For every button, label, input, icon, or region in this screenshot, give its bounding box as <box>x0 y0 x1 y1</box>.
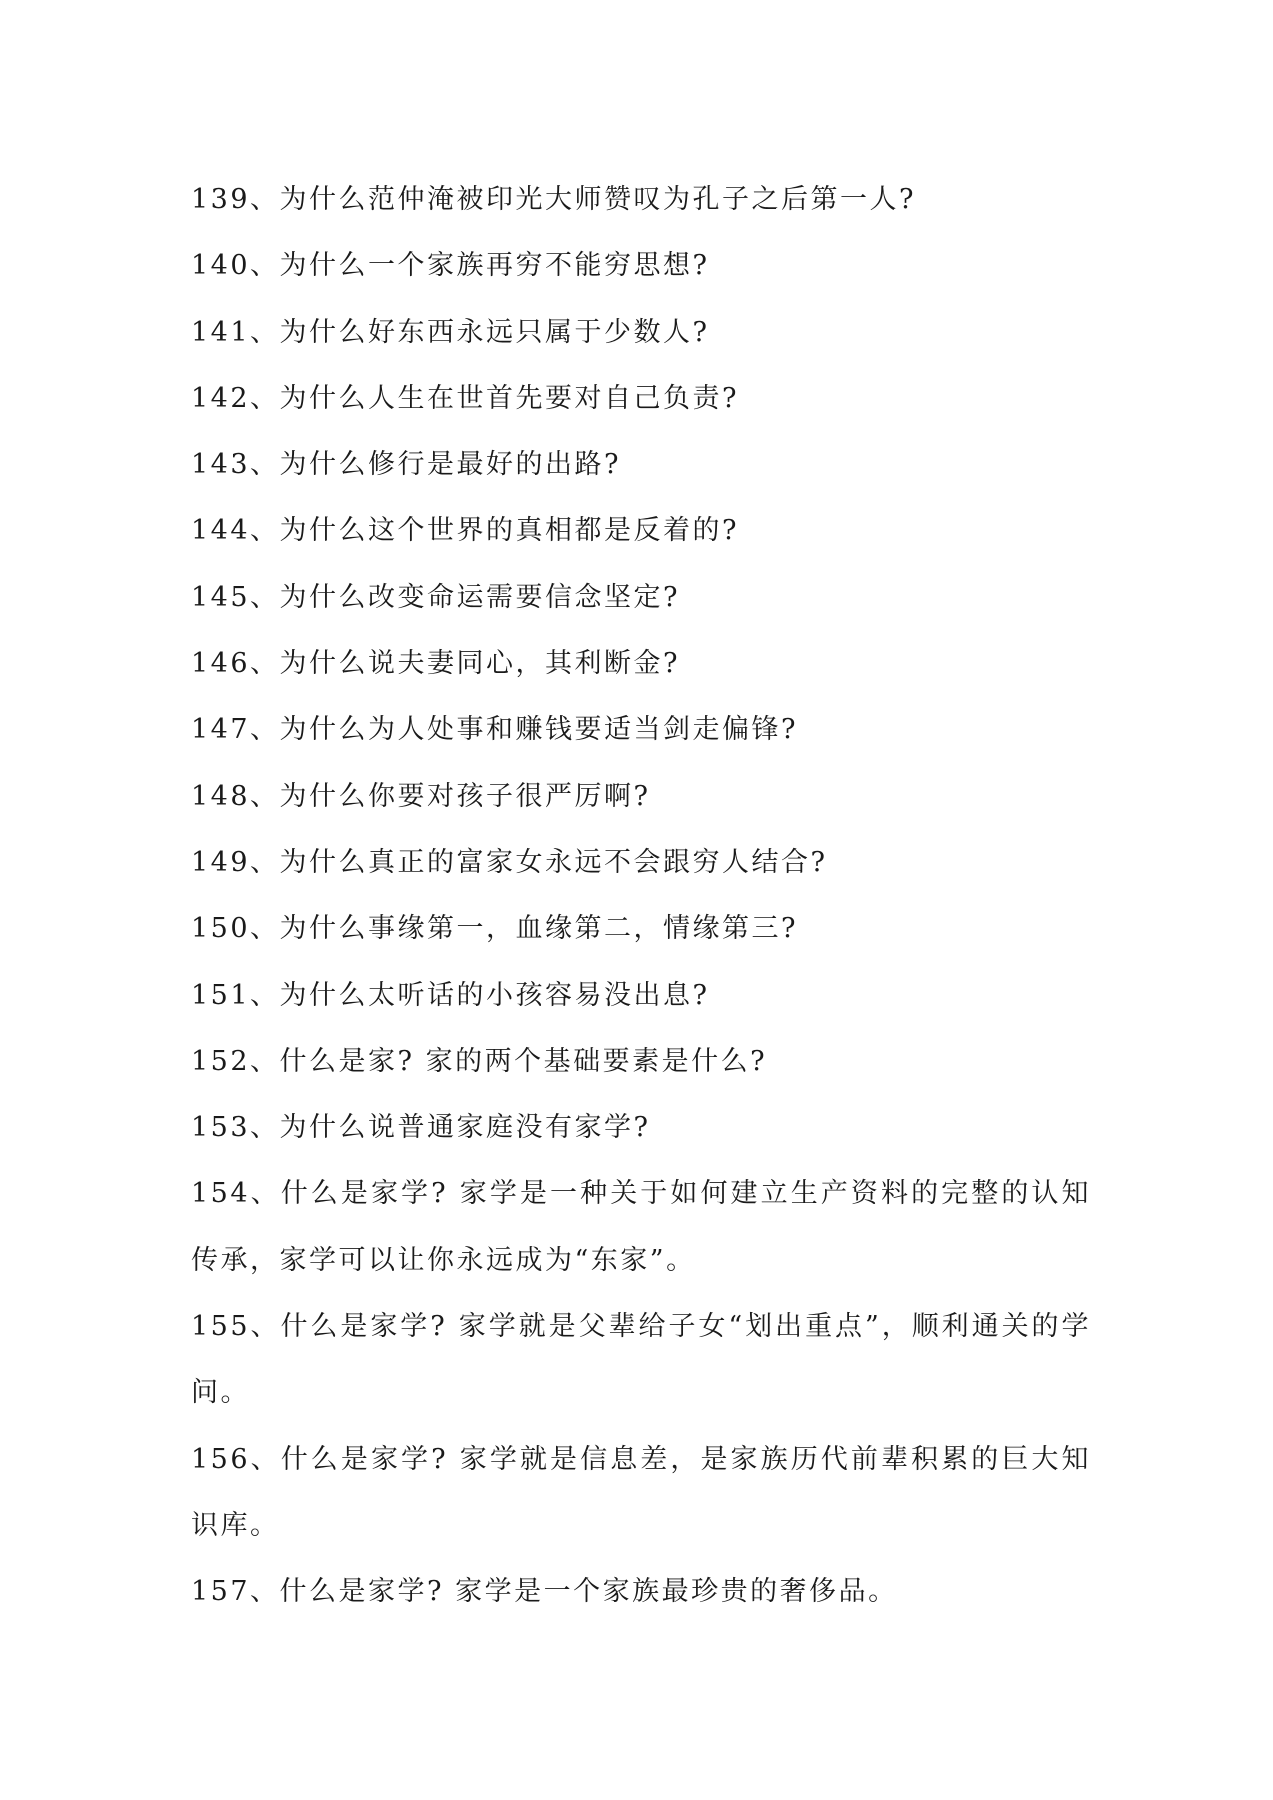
list-item-152: 152、什么是家? 家的两个基础要素是什么? <box>191 1045 768 1077</box>
list-item-156: 156、什么是家学? 家学就是信息差，是家族历代前辈积累的巨大知识库。 <box>191 1443 1091 1541</box>
list-item-150: 150、为什么事缘第一，血缘第二，情缘第三? <box>191 913 799 945</box>
list-item-140: 140、为什么一个家族再穷不能穷思想? <box>191 250 710 282</box>
list-item-148: 148、为什么你要对孩子很严厉啊? <box>191 780 651 812</box>
list-item-153: 153、为什么说普通家庭没有家学? <box>191 1112 651 1144</box>
list-item-139: 139、为什么范仲淹被印光大师赞叹为孔子之后第一人? <box>191 184 917 215</box>
list-item-149: 149、为什么真正的富家女永远不会跟穷人结合? <box>191 846 828 878</box>
list-item-144: 144、为什么这个世界的真相都是反着的? <box>191 515 740 547</box>
list-item-143: 143、为什么修行是最好的出路? <box>191 449 622 481</box>
list-item-147: 147、为什么为人处事和赚钱要适当剑走偏锋? <box>191 714 799 746</box>
list-item-146: 146、为什么说夫妻同心，其利断金? <box>191 648 681 680</box>
list-item-151: 151、为什么太听话的小孩容易没出息? <box>191 979 710 1011</box>
list-item-157: 157、什么是家学? 家学是一个家族最珍贵的奢侈品。 <box>191 1576 898 1608</box>
list-item-154: 154、什么是家学? 家学是一种关于如何建立生产资料的完整的认知传承，家学可以让你永远成为“东家”。 <box>191 1178 1091 1276</box>
list-item-155: 155、什么是家学? 家学就是父辈给子女“划出重点”，顺利通关的学问。 <box>191 1311 1091 1409</box>
list-item-141: 141、为什么好东西永远只属于少数人? <box>191 316 710 348</box>
list-item-142: 142、为什么人生在世首先要对自己负责? <box>191 382 740 414</box>
list-item-145: 145、为什么改变命运需要信念坚定? <box>191 581 681 613</box>
question-list <box>191 167 1091 1626</box>
